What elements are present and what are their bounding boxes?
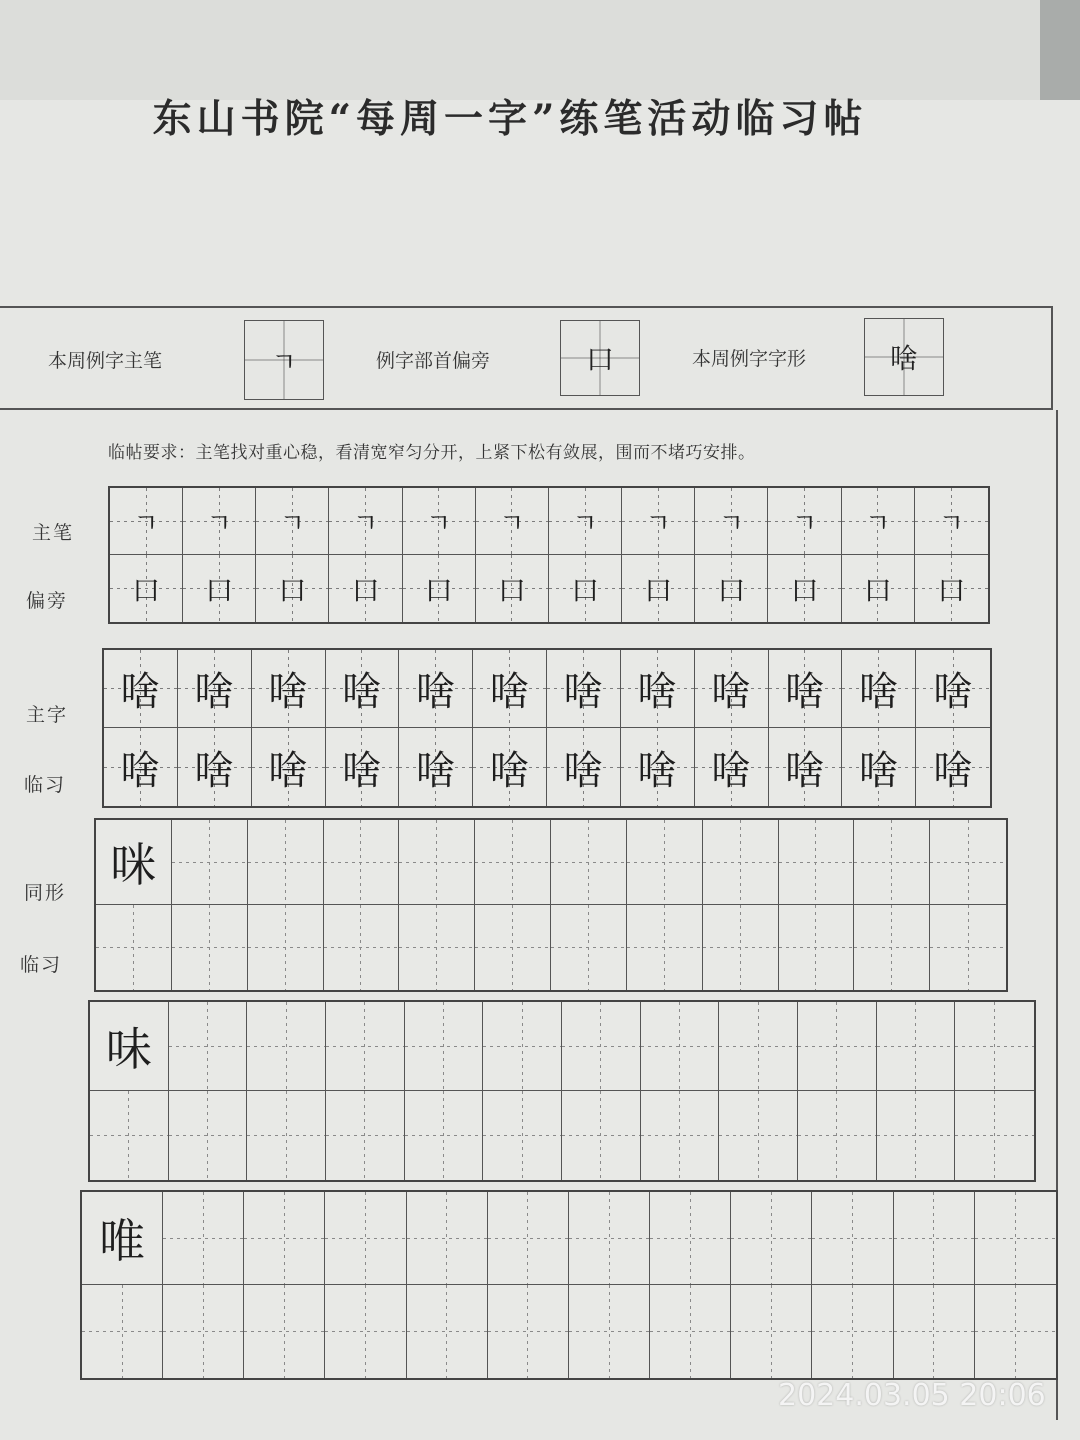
stroke-radical-cell (622, 555, 695, 622)
blank-practice-cell (407, 1192, 488, 1285)
stroke-radical-cell (403, 488, 476, 555)
blank-practice-cell (405, 1002, 484, 1091)
model-char-cell (82, 1192, 163, 1285)
blank-practice-cell (399, 820, 475, 905)
main-char-cell (252, 650, 326, 728)
stroke-radical-char: 口 (863, 573, 892, 607)
stroke-radical-char: 口 (571, 573, 600, 607)
main-char-cell (842, 728, 916, 806)
label-radical: 偏旁 (26, 590, 69, 612)
stroke-radical-cell (768, 488, 841, 555)
stroke-radical-cell (256, 555, 329, 622)
blank-practice-cell (475, 905, 551, 990)
blank-practice-cell (248, 820, 324, 905)
blank-practice-cell (172, 905, 248, 990)
blank-practice-cell (779, 820, 855, 905)
blank-practice-cell (247, 1002, 326, 1091)
blank-practice-cell (854, 820, 930, 905)
main-char-cell (178, 728, 252, 806)
main-char-cell (916, 728, 990, 806)
stroke-radical-char: ㄱ (353, 508, 379, 539)
blank-practice-cell (326, 1002, 405, 1091)
main-char-cell (473, 650, 547, 728)
main-char-cell (326, 728, 400, 806)
underlying-paper-sheet (0, 0, 1040, 101)
radical-label: 例字部首偏旁 (376, 350, 491, 372)
main-char-char: 啥 (268, 669, 309, 715)
blank-practice-cell (975, 1192, 1056, 1285)
stroke-radical-cell (915, 555, 988, 622)
main-char-char: 啥 (784, 747, 825, 794)
blank-practice-cell (326, 1091, 405, 1180)
stroke-radical-cell (110, 555, 183, 622)
stroke-radical-cell (110, 488, 183, 555)
stroke-radical-char: ㄱ (426, 508, 452, 539)
label-same-shape: 同形 (24, 882, 67, 904)
blank-practice-cell (569, 1192, 650, 1285)
blank-practice-cell (172, 820, 248, 905)
blank-practice-cell (324, 820, 400, 905)
worksheet-title: 东山书院“每周一字”练笔活动临习帖 (152, 96, 868, 142)
stroke-radical-cell (915, 488, 988, 555)
stroke-radical-cell (768, 555, 841, 622)
stroke-radical-cell (476, 488, 549, 555)
main-char-char: 啥 (637, 747, 678, 794)
blank-practice-cell (650, 1192, 731, 1285)
stroke-label: 本周例字主笔 (48, 350, 163, 372)
stroke-radical-grid (108, 486, 990, 624)
blank-practice-cell (488, 1192, 569, 1285)
main-char-cell (473, 728, 547, 806)
main-char-char: 啥 (711, 669, 752, 715)
stroke-radical-char: 口 (790, 573, 819, 607)
model-char: 咪 (110, 838, 157, 892)
main-char-char: 啥 (858, 747, 899, 794)
main-char-cell (547, 650, 621, 728)
blank-practice-cell (650, 1285, 731, 1378)
model-char: 唯 (99, 1214, 146, 1268)
main-char-cell (399, 650, 473, 728)
blank-practice-cell (798, 1002, 877, 1091)
blank-practice-cell (325, 1285, 406, 1378)
label-main-stroke: 主笔 (32, 522, 75, 544)
blank-practice-cell (82, 1285, 163, 1378)
blank-practice-cell (325, 1192, 406, 1285)
blank-practice-cell (854, 905, 930, 990)
stroke-example-box (244, 320, 324, 400)
stroke-radical-cell (549, 555, 622, 622)
stroke-radical-cell (695, 555, 768, 622)
stroke-radical-cell (256, 488, 329, 555)
stroke-radical-char: ㄱ (499, 508, 525, 539)
stroke-radical-char: ㄱ (718, 508, 744, 539)
blank-practice-cell (407, 1285, 488, 1378)
main-char-grid (102, 648, 992, 808)
blank-practice-cell (955, 1091, 1034, 1180)
main-char-char: 啥 (415, 669, 456, 715)
stroke-radical-cell (183, 555, 256, 622)
main-char-char: 啥 (194, 747, 235, 794)
stroke-radical-char: 口 (717, 573, 746, 607)
main-char-char: 啥 (711, 747, 752, 794)
stroke-radical-char: 口 (937, 573, 966, 607)
blank-practice-cell (731, 1192, 812, 1285)
blank-practice-cell (877, 1091, 956, 1180)
stroke-radical-cell (183, 488, 256, 555)
stroke-radical-cell (329, 488, 402, 555)
blank-practice-cell (731, 1285, 812, 1378)
blank-practice-cell (244, 1192, 325, 1285)
main-char-cell (104, 728, 178, 806)
blank-practice-cell (641, 1002, 720, 1091)
blank-practice-cell (719, 1091, 798, 1180)
blank-practice-cell (90, 1091, 169, 1180)
blank-practice-cell (399, 905, 475, 990)
stroke-radical-cell (695, 488, 768, 555)
stroke-radical-char: 口 (278, 573, 307, 607)
practice-grid-1 (94, 818, 1008, 992)
blank-practice-cell (930, 820, 1006, 905)
blank-practice-cell (812, 1285, 893, 1378)
stroke-radical-cell (476, 555, 549, 622)
blank-practice-cell (247, 1091, 326, 1180)
main-char-cell (326, 650, 400, 728)
stroke-radical-char: 口 (644, 573, 673, 607)
practice-grid-3 (80, 1190, 1058, 1380)
main-char-char: 啥 (120, 669, 161, 715)
radical-example-char: 口 (585, 343, 614, 376)
main-char-cell (916, 650, 990, 728)
blank-practice-cell (551, 820, 627, 905)
main-char-char: 啥 (415, 747, 456, 794)
blank-practice-cell (703, 905, 779, 990)
main-char-cell (842, 650, 916, 728)
stroke-radical-char: ㄱ (792, 508, 818, 539)
practice-requirement: 临帖要求：主笔找对重心稳，看清宽窄匀分开，上紧下松有敛展，围而不堵巧安排。 (108, 443, 756, 463)
main-char-cell (621, 650, 695, 728)
blank-practice-cell (812, 1192, 893, 1285)
stroke-radical-char: ㄱ (133, 508, 159, 539)
label-main-char: 主字 (26, 704, 69, 726)
blank-practice-cell (488, 1285, 569, 1378)
blank-practice-cell (551, 905, 627, 990)
stroke-radical-char: 口 (424, 573, 453, 607)
blank-practice-cell (244, 1285, 325, 1378)
label-same-practice: 临习 (20, 954, 63, 976)
stroke-radical-char: ㄱ (645, 508, 671, 539)
main-char-char: 啥 (268, 747, 309, 794)
blank-practice-cell (562, 1002, 641, 1091)
blank-practice-cell (975, 1285, 1056, 1378)
form-example-char: 啥 (889, 342, 918, 375)
blank-practice-cell (719, 1002, 798, 1091)
main-char-cell (769, 650, 843, 728)
main-char-char: 啥 (194, 669, 235, 715)
stroke-radical-cell (842, 488, 915, 555)
blank-practice-cell (627, 820, 703, 905)
stroke-radical-cell (842, 555, 915, 622)
form-example-box (864, 318, 944, 396)
blank-practice-cell (324, 905, 400, 990)
blank-practice-cell (169, 1091, 248, 1180)
stroke-radical-cell (622, 488, 695, 555)
main-char-cell (547, 728, 621, 806)
blank-practice-cell (798, 1091, 877, 1180)
main-char-cell (399, 728, 473, 806)
blank-practice-cell (562, 1091, 641, 1180)
main-char-cell (178, 650, 252, 728)
blank-practice-cell (405, 1091, 484, 1180)
blank-practice-cell (163, 1285, 244, 1378)
main-char-cell (621, 728, 695, 806)
main-char-char: 啥 (563, 747, 604, 794)
stroke-radical-char: ㄱ (206, 508, 232, 539)
main-char-char: 啥 (784, 669, 825, 715)
main-char-char: 啥 (933, 669, 974, 715)
main-char-char: 啥 (858, 669, 899, 715)
main-char-cell (252, 728, 326, 806)
blank-practice-cell (96, 905, 172, 990)
main-char-char: 啥 (489, 669, 530, 715)
blank-practice-cell (955, 1002, 1034, 1091)
stroke-radical-char: ㄱ (938, 508, 964, 539)
form-label: 本周例字字形 (692, 348, 807, 370)
blank-practice-cell (483, 1002, 562, 1091)
radical-example-box (560, 320, 640, 396)
stroke-radical-char: 口 (205, 573, 234, 607)
stroke-radical-char: 口 (497, 573, 526, 607)
main-char-char: 啥 (120, 747, 161, 794)
stroke-radical-char: ㄱ (572, 508, 598, 539)
main-char-char: 啥 (341, 747, 382, 794)
model-char-cell (90, 1002, 169, 1091)
stroke-radical-cell (549, 488, 622, 555)
stroke-radical-char: ㄱ (865, 508, 891, 539)
main-char-char: 啥 (341, 669, 382, 715)
blank-practice-cell (475, 820, 551, 905)
model-char: 味 (105, 1022, 152, 1076)
main-char-char: 啥 (489, 747, 530, 794)
photo-timestamp: 2024.03.05 20:06 (778, 1378, 1046, 1413)
main-char-cell (695, 650, 769, 728)
blank-practice-cell (248, 905, 324, 990)
blank-practice-cell (894, 1285, 975, 1378)
label-main-practice: 临习 (24, 774, 67, 796)
blank-practice-cell (779, 905, 855, 990)
blank-practice-cell (641, 1091, 720, 1180)
blank-practice-cell (569, 1285, 650, 1378)
blank-practice-cell (877, 1002, 956, 1091)
practice-grid-2 (88, 1000, 1036, 1182)
blank-practice-cell (894, 1192, 975, 1285)
main-char-char: 啥 (637, 669, 678, 715)
stroke-radical-cell (329, 555, 402, 622)
blank-practice-cell (627, 905, 703, 990)
blank-practice-cell (703, 820, 779, 905)
blank-practice-cell (163, 1192, 244, 1285)
main-char-cell (695, 728, 769, 806)
model-char-cell (96, 820, 172, 905)
main-char-cell (769, 728, 843, 806)
blank-practice-cell (930, 905, 1006, 990)
stroke-radical-char: ㄱ (279, 508, 305, 539)
blank-practice-cell (169, 1002, 248, 1091)
stroke-radical-char: 口 (351, 573, 380, 607)
main-char-char: 啥 (933, 747, 974, 794)
stroke-radical-char: 口 (132, 573, 161, 607)
stroke-radical-cell (403, 555, 476, 622)
stroke-example-char: ㄱ (271, 347, 297, 378)
main-char-char: 啥 (563, 669, 604, 715)
main-char-cell (104, 650, 178, 728)
blank-practice-cell (483, 1091, 562, 1180)
